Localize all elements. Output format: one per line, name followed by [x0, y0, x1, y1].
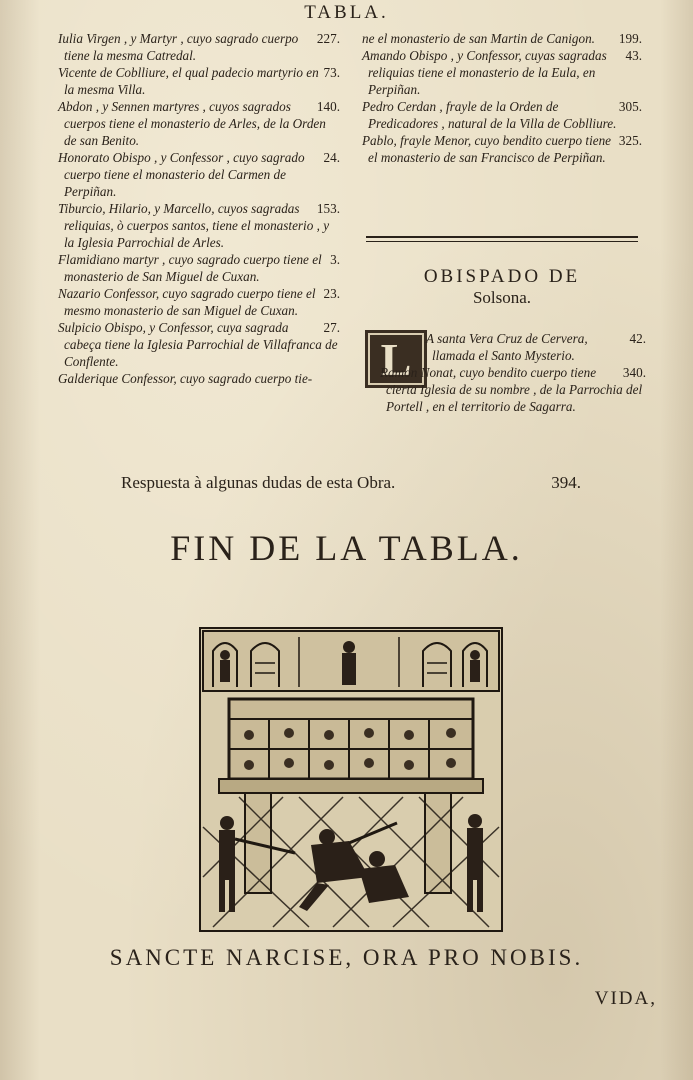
entry-text: Nazario Confessor, cuyo sagrado cuerpo tiene el mesmo monasterio de san Miguel de Cuxan.: [58, 286, 316, 318]
section-title: OBISPADO DE: [423, 266, 581, 287]
entry-text: Amando Obispo , y Confessor, cuyas sagradas reliquias tiene el monasterio de la Eula, en Perpiñan.: [362, 48, 607, 97]
section-divider: [366, 236, 638, 238]
index-column-left: [58, 30, 340, 387]
entry-text: ne el monasterio de san Martin de Canigon.: [362, 31, 595, 46]
index-entry: [58, 285, 340, 319]
woodcut-caption: SANCTE NARCISE, ORA PRO NOBIS.: [109, 945, 584, 970]
page-number: 227.: [316, 31, 340, 46]
index-entry: [58, 200, 340, 251]
page-number: 199.: [618, 31, 642, 46]
solsona-entries: [380, 330, 646, 415]
index-entry: [58, 64, 340, 98]
decorated-initial: L: [365, 330, 427, 388]
page-number: 325.: [618, 133, 642, 148]
index-entry: [58, 319, 340, 370]
respuesta-text: Respuesta à algunas dudas de esta Obra.: [121, 473, 396, 492]
section-subtitle: Solsona.: [472, 288, 532, 307]
page-number: 24.: [323, 150, 340, 165]
index-entry: [362, 98, 642, 132]
fin-heading: FIN DE LA TABLA.: [170, 528, 523, 568]
page-number: 73.: [323, 65, 340, 80]
entry-text: Honorato Obispo , y Confessor , cuyo sagrado cuerpo tiene el monasterio del Carmen de Perpiñan.: [58, 150, 305, 199]
entry-text: Galderique Confessor, cuyo sagrado cuerpo tie-: [58, 371, 313, 386]
entry-text: Pedro Cerdan , frayle de la Orden de Predicadores , natural de la Villa de Coblliure.: [362, 99, 617, 131]
index-entry: [362, 47, 642, 98]
page-number: 3.: [330, 252, 340, 267]
entry-text: Vicente de Coblliure, el qual padecio martyrio en la mesma Villa.: [58, 65, 319, 97]
index-entry: [58, 370, 340, 387]
page-number: 340.: [622, 365, 646, 380]
page-number: 140.: [316, 99, 340, 114]
index-entry: [380, 364, 646, 415]
page-number: 23.: [323, 286, 340, 301]
page-number: 305.: [618, 99, 642, 114]
page-number: 42.: [629, 331, 646, 346]
index-column-right: [362, 30, 642, 166]
running-head: TABLA.: [304, 2, 389, 23]
respuesta-line: [121, 472, 581, 494]
index-entry: [58, 251, 340, 285]
entry-text: Iulia Virgen , y Martyr , cuyo sagrado cuerpo tiene la mesma Catredal.: [58, 31, 299, 63]
woodcut-martyrdom-illustration: [199, 627, 503, 932]
page-number: 153.: [316, 201, 340, 216]
entry-text: Abdon , y Sennen martyres , cuyos sagrados cuerpos tiene el monasterio de Arles, de la Orden de san Benito.: [58, 99, 326, 148]
index-entry: [380, 330, 646, 364]
entry-text: A santa Vera Cruz de Cervera, llamada el Santo Mysterio.: [426, 331, 588, 363]
entry-text: Flamidiano martyr , cuyo sagrado cuerpo tiene el monasterio de San Miguel de Cuxan.: [58, 252, 322, 284]
index-entry: [58, 149, 340, 200]
entry-text: Pablo, frayle Menor, cuyo bendito cuerpo tiene el monasterio de san Francisco de Perpiñan.: [362, 133, 612, 165]
page-number: 27.: [323, 320, 340, 335]
entry-text: Sulpicio Obispo, y Confessor, cuya sagrada cabeça tiene la Iglesia Parrochial de Villafranca de Conflente.: [58, 320, 338, 369]
catchword: VIDA,: [594, 988, 657, 1009]
entry-text: Ramon Nonat, cuyo bendito cuerpo tiene cierta Iglesia de su nombre , de la Parrochia del Portell , en el territorio de Sagarra.: [380, 365, 643, 414]
index-entry: [362, 132, 642, 166]
section-divider-thin: [366, 241, 638, 242]
index-entry: [58, 30, 340, 64]
page-number: 394.: [551, 473, 581, 492]
entry-text: Tiburcio, Hilario, y Marcello, cuyos sagradas reliquias, ò cuerpos santos, tiene el monasterio , y la Iglesia Parrochial de Arles.: [58, 201, 330, 250]
section-heading: [366, 266, 638, 308]
page-number: 43.: [625, 48, 642, 63]
index-entry: [362, 30, 642, 47]
index-entry: [58, 98, 340, 149]
